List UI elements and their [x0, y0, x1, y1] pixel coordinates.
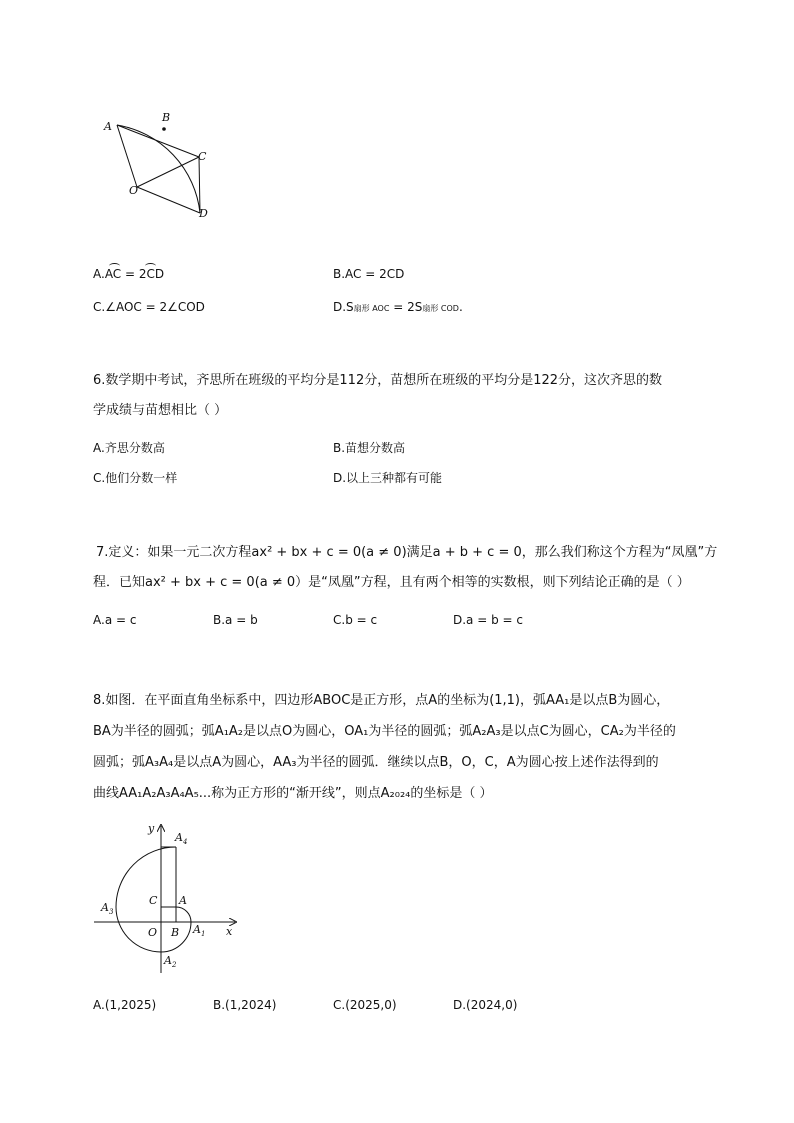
label-a4: $A_4$: [175, 831, 188, 846]
q7-stem-line2: 程．已知ax² + bx + c = 0(a ≠ 0）是“凤凰”方程，且有两个相等的实数根，则下列结论正确的是（ ）: [93, 575, 690, 590]
label-b: B: [162, 111, 171, 124]
q7-option-b[interactable]: B.a = b: [213, 613, 258, 627]
q5-option-d-sub2: 扇形 COD: [422, 304, 459, 313]
q5-option-d-sub1: 扇形 AOC: [353, 304, 390, 313]
q8-option-b[interactable]: B.(1,2024): [213, 998, 277, 1012]
q8-option-d[interactable]: D.(2024,0): [453, 998, 518, 1012]
q8-option-c[interactable]: C.(2025,0): [333, 998, 397, 1012]
q5-option-b[interactable]: B.AC = 2CD: [333, 267, 405, 281]
label-a2: $A_2$: [164, 954, 177, 969]
segment-oa: [117, 125, 137, 187]
sector-figure: [95, 105, 225, 230]
q6-option-b[interactable]: B.苗想分数高: [333, 441, 406, 455]
label-a: A: [179, 894, 187, 907]
q8-stem-line3: 圆弧；弧A₃A₄是以点A为圆心，AA₃为半径的圆弧．继续以点B，O，C，A为圆心按上述作法得到的: [93, 755, 659, 770]
label-a: A: [104, 120, 112, 133]
q6-option-a[interactable]: A.齐思分数高: [93, 441, 165, 455]
point-b: [162, 127, 166, 131]
label-o: O: [148, 926, 158, 939]
q8-stem-line1: 8.如图．在平面直角坐标系中，四边形ABOC是正方形，点A的坐标为(1,1)，弧AA₁是以点B为圆心，: [93, 693, 670, 708]
q7-option-c[interactable]: C.b = c: [333, 613, 378, 627]
label-c: C: [198, 150, 207, 163]
q7-stem-line1: 7.定义：如果一元二次方程ax² + bx + c = 0(a ≠ 0)满足a + b + c = 0，那么我们称这个方程为“凤凰”方: [96, 545, 718, 560]
q5-option-d-mid: = 2S: [389, 300, 423, 314]
q6-option-c[interactable]: C.他们分数一样: [93, 471, 178, 485]
q5-option-d-post: .: [458, 300, 463, 314]
label-d: D: [199, 207, 208, 220]
q7-option-d[interactable]: D.a = b = c: [453, 613, 523, 627]
q5-option-c[interactable]: C.∠AOC = 2∠COD: [93, 300, 205, 314]
label-o: O: [129, 184, 139, 197]
involute-figure: [92, 818, 252, 978]
q8-stem-line4: 曲线AA₁A₂A₃A₄A₅...称为正方形的“渐开线”，则点A₂₀₂₄的坐标是（ ）: [93, 786, 493, 801]
q6-stem-line2: 学成绩与苗想相比（ ）: [93, 403, 228, 418]
label-c: C: [149, 894, 158, 907]
label-y: y: [148, 822, 155, 835]
segment-od: [137, 187, 200, 213]
q8-stem-line2: BA为半径的圆弧；弧A₁A₂是以点O为圆心，OA₁为半径的圆弧；弧A₂A₃是以点C为圆心，CA₂为半径的: [93, 724, 676, 739]
label-x: x: [226, 925, 233, 938]
q5-option-d[interactable]: [333, 300, 463, 314]
q5-option-a[interactable]: A.AC = 2CD: [93, 267, 165, 281]
q8-option-a[interactable]: A.(1,2025): [93, 998, 157, 1012]
segment-oc: [137, 157, 199, 187]
q5-option-d-pre: D.S: [333, 300, 354, 314]
segment-ac: [117, 125, 199, 157]
q6-stem-line1: 6.数学期中考试，齐思所在班级的平均分是112分，苗想所在班级的平均分是122分，这次齐思的数: [93, 373, 663, 388]
q6-option-d[interactable]: D.以上三种都有可能: [333, 471, 443, 485]
label-b: B: [171, 926, 180, 939]
arc-abcd: [117, 125, 200, 213]
label-a3: $A_3$: [101, 901, 114, 916]
q7-option-a[interactable]: A.a = c: [93, 613, 137, 627]
label-a1: $A_1$: [193, 923, 206, 938]
